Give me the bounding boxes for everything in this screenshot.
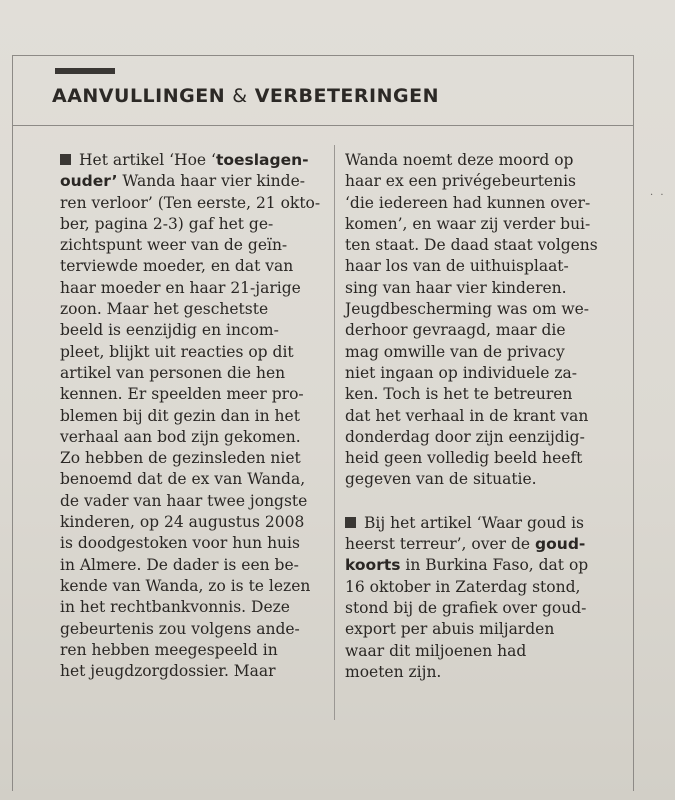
text-line — [60, 406, 332, 427]
text-line — [345, 406, 615, 427]
text-line — [345, 193, 615, 214]
text-line — [345, 427, 615, 448]
section-heading — [52, 85, 439, 117]
text-line — [60, 384, 332, 405]
text-line — [345, 662, 615, 683]
heading-part2: VERBETERINGEN — [254, 85, 439, 107]
text-line — [60, 427, 332, 448]
text-line — [60, 193, 332, 214]
text-line — [345, 278, 615, 299]
text-segment: ten staat. De daad staat volgens — [345, 236, 598, 255]
text-segment: Wanda haar vier kinde- — [117, 172, 305, 191]
text-line — [60, 235, 332, 256]
text-line — [60, 555, 332, 576]
text-line — [345, 171, 615, 192]
text-segment: benoemd dat de ex van Wanda, — [60, 470, 306, 489]
text-segment: zichtspunt weer van de geïn- — [60, 236, 288, 255]
text-segment: Bij het artikel ‘Waar goud is — [364, 513, 585, 532]
bullet-square-icon — [345, 517, 356, 528]
heading-part1: AANVULLINGEN — [52, 85, 226, 107]
text-line — [345, 150, 615, 171]
text-line — [345, 641, 615, 662]
text-line — [60, 469, 332, 490]
bold-keyword: toeslagen- — [215, 151, 309, 169]
text-line — [60, 150, 332, 171]
text-line — [60, 491, 332, 512]
text-segment: export per abuis miljarden — [345, 620, 555, 639]
text-line — [345, 555, 615, 576]
section-marker-bar — [55, 68, 115, 74]
text-line — [60, 661, 332, 682]
text-line — [60, 342, 332, 363]
text-line — [345, 214, 615, 235]
text-line — [345, 256, 615, 277]
text-segment: in Burkina Faso, dat op — [400, 556, 589, 575]
heading-rule — [12, 125, 633, 126]
text-line — [345, 235, 615, 256]
text-segment: niet ingaan op individuele za- — [345, 363, 578, 382]
text-segment: haar los van de uithuisplaat- — [345, 257, 569, 276]
text-segment: ren hebben meegespeeld in — [60, 640, 278, 659]
text-segment: haar moeder en haar 21-jarige — [60, 278, 301, 297]
text-segment: Zo hebben de gezinsleden niet — [60, 449, 301, 468]
text-segment: moeten zijn. — [345, 662, 442, 681]
column-left — [60, 150, 332, 682]
text-line — [60, 363, 332, 384]
text-segment: pleet, blijkt uit reacties op dit — [60, 342, 294, 361]
text-line — [60, 256, 332, 277]
column-separator — [334, 145, 335, 720]
text-segment: donderdag door zijn eenzijdig- — [345, 427, 585, 446]
text-segment: in het rechtbankvonnis. Deze — [60, 598, 290, 617]
text-segment: mag omwille van de privacy — [345, 342, 565, 361]
text-line — [345, 299, 615, 320]
text-segment: de vader van haar twee jongste — [60, 491, 308, 510]
paragraph-gap — [345, 491, 615, 513]
text-line — [345, 513, 615, 534]
text-segment: verhaal aan bod zijn gekomen. — [60, 427, 301, 446]
text-segment: sing van haar vier kinderen. — [345, 278, 567, 297]
text-segment: in Almere. De dader is een be- — [60, 555, 299, 574]
margin-mark: · · — [650, 190, 666, 201]
text-line — [60, 619, 332, 640]
text-segment: stond bij de grafiek over goud- — [345, 598, 587, 617]
text-line — [60, 640, 332, 661]
bold-keyword: goud- — [535, 535, 586, 554]
text-line — [345, 363, 615, 384]
text-line — [345, 384, 615, 405]
text-segment: ‘die iedereen had kunnen over- — [345, 193, 591, 212]
text-segment: dat het verhaal in de krant van — [345, 406, 589, 425]
column-right — [345, 150, 615, 683]
text-line — [345, 577, 615, 598]
text-line — [60, 214, 332, 235]
text-line — [60, 171, 332, 192]
bold-keyword: ouder’ — [60, 172, 118, 191]
text-segment: ren verloor’ (Ten eerste, 21 okto- — [60, 193, 321, 212]
text-segment: het jeugdzorgdossier. Maar — [60, 662, 276, 681]
text-segment: gebeurtenis zou volgens ande- — [60, 619, 300, 638]
text-line — [345, 320, 615, 341]
heading-ampersand: & — [232, 85, 248, 107]
text-line — [345, 598, 615, 619]
text-segment: waar dit miljoenen had — [345, 641, 527, 660]
bullet-square-icon — [60, 154, 71, 165]
text-line — [345, 619, 615, 640]
text-line — [60, 576, 332, 597]
text-segment: kennen. Er speelden meer pro- — [60, 385, 304, 404]
text-line — [60, 512, 332, 533]
text-segment: kende van Wanda, zo is te lezen — [60, 576, 311, 595]
text-line — [60, 278, 332, 299]
text-segment: Wanda noemt deze moord op — [345, 151, 574, 169]
text-segment: beeld is eenzijdig en incom- — [60, 321, 279, 340]
text-segment: zoon. Maar het geschetste — [60, 300, 269, 319]
text-segment: artikel van personen die hen — [60, 363, 286, 382]
text-line — [60, 448, 332, 469]
text-segment: is doodgestoken voor hun huis — [60, 534, 300, 553]
text-segment: ber, pagina 2-3) gaf het ge- — [60, 214, 274, 233]
text-segment: Jeugdbescherming was om we- — [345, 300, 590, 319]
text-segment: kinderen, op 24 augustus 2008 — [60, 513, 305, 532]
bold-keyword: koorts — [345, 556, 401, 575]
text-segment: haar ex een privégebeurtenis — [345, 172, 576, 191]
text-line — [345, 342, 615, 363]
text-segment: heerst terreur’, over de — [345, 535, 536, 554]
text-segment: blemen bij dit gezin dan in het — [60, 406, 300, 425]
text-segment: 16 oktober in Zaterdag stond, — [345, 577, 581, 596]
text-line — [345, 469, 615, 490]
text-segment: derhoor gevraagd, maar die — [345, 321, 566, 340]
text-line — [60, 299, 332, 320]
text-segment: ken. Toch is het te betreuren — [345, 385, 573, 404]
text-segment: gegeven van de situatie. — [345, 470, 537, 489]
text-line — [60, 320, 332, 341]
text-segment: terviewde moeder, en dat van — [60, 257, 294, 276]
text-line — [345, 534, 615, 555]
text-segment: Het artikel ‘Hoe ‘ — [79, 151, 216, 169]
text-line — [345, 448, 615, 469]
text-segment: heid geen volledig beeld heeft — [345, 449, 583, 468]
text-line — [60, 597, 332, 618]
text-line — [60, 533, 332, 554]
text-segment: komen’, en waar zij verder bui- — [345, 214, 591, 233]
